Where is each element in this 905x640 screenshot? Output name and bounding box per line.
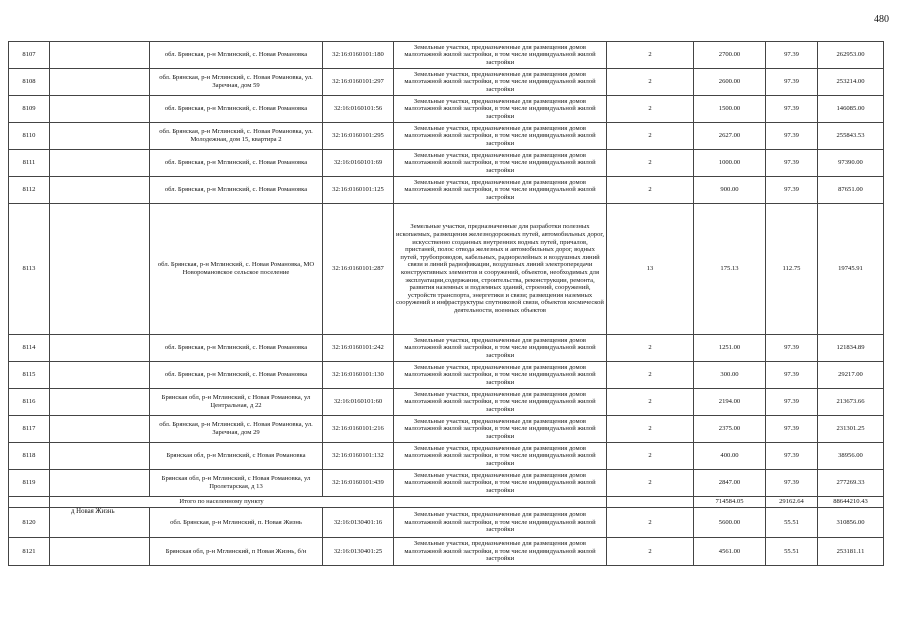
cadastral-number-cell: 32:16:0130401:16 [323,508,394,538]
category-cell: 2 [607,362,694,389]
table-row [9,416,884,443]
cadastral-value-cell: 146085.00 [818,96,884,123]
row-number-cell: 8121 [9,538,50,566]
area-cell: 2194.00 [694,389,766,416]
row-number-cell: 8119 [9,470,50,497]
empty-cell [50,443,150,470]
table-row [9,150,884,177]
rate-cell: 55.51 [766,508,818,538]
cadastral-value-cell: 38956.00 [818,443,884,470]
land-use-cell: Земельные участки, предназначенные для размещения домов малоэтажной жилой застройки, в том числе индивидуальной жилой застройки [394,470,607,497]
address-cell: обл. Брянская, р-н Мглинский, с. Новая Романовка, ул. Молодежная, дом 15, квартира 2 [150,123,323,150]
cadastral-value-cell: 19745.91 [818,204,884,335]
address-cell: обл. Брянская, р-н Мглинский, с. Новая Романовка, ул. Заречная, дом 29 [150,416,323,443]
empty-cell [50,177,150,204]
area-cell: 2700.00 [694,42,766,69]
category-cell: 2 [607,443,694,470]
rate-cell: 55.51 [766,538,818,566]
rate-cell: 97.39 [766,389,818,416]
empty-cell [50,362,150,389]
area-cell: 1500.00 [694,96,766,123]
area-cell: 2627.00 [694,123,766,150]
cadastral-number-cell: 32:16:0160101:242 [323,335,394,362]
area-cell: 300.00 [694,362,766,389]
land-registry-table [8,41,884,566]
total-area-cell: 714584.05 [694,497,766,508]
address-cell: обл. Брянская, р-н Мглинский, п. Новая Жизнь [150,508,323,538]
category-cell: 2 [607,150,694,177]
address-cell: обл. Брянская, р-н Мглинский, с. Новая Романовка, ул. Заречная, дом 59 [150,69,323,96]
address-cell: обл. Брянская, р-н Мглинский, с. Новая Романовка [150,42,323,69]
land-use-cell: Земельные участки, предназначенные для размещения домов малоэтажной жилой застройки, в том числе индивидуальной жилой застройки [394,443,607,470]
rate-cell: 97.39 [766,96,818,123]
cadastral-number-cell: 32:16:0160101:56 [323,96,394,123]
table-row [9,42,884,69]
land-use-cell: Земельные участки, предназначенные для размещения домов малоэтажной жилой застройки, в том числе индивидуальной жилой застройки [394,177,607,204]
land-use-cell: Земельные участки, предназначенные для размещения домов малоэтажной жилой застройки, в том числе индивидуальной жилой застройки [394,335,607,362]
rate-cell: 97.39 [766,362,818,389]
empty-cell [394,497,607,508]
total-row [9,497,884,508]
table-row [9,177,884,204]
row-number-cell: 8109 [9,96,50,123]
land-use-cell: Земельные участки, предназначенные для размещения домов малоэтажной жилой застройки, в том числе индивидуальной жилой застройки [394,69,607,96]
cadastral-number-cell: 32:16:0160101:297 [323,69,394,96]
area-cell: 2375.00 [694,416,766,443]
category-cell: 2 [607,389,694,416]
cadastral-value-cell: 277269.33 [818,470,884,497]
cadastral-number-cell: 32:16:0160101:287 [323,204,394,335]
area-cell: 4561.00 [694,538,766,566]
address-cell: Брянская обл, р-н Мглинский, с Новая Романовка, ул Центральная, д 22 [150,389,323,416]
empty-cell [50,335,150,362]
empty-cell [50,123,150,150]
land-use-cell: Земельные участки, предназначенные для размещения домов малоэтажной жилой застройки, в том числе индивидуальной жилой застройки [394,538,607,566]
area-cell: 1000.00 [694,150,766,177]
cadastral-value-cell: 253214.00 [818,69,884,96]
row-number-cell: 8116 [9,389,50,416]
land-use-cell: Земельные участки, предназначенные для размещения домов малоэтажной жилой застройки, в том числе индивидуальной жилой застройки [394,123,607,150]
address-cell: обл. Брянская, р-н Мглинский, с. Новая Романовка [150,96,323,123]
table-row [9,204,884,335]
category-cell: 2 [607,96,694,123]
category-cell: 2 [607,177,694,204]
land-use-cell: Земельные участки, предназначенные для размещения домов малоэтажной жилой застройки, в том числе индивидуальной жилой застройки [394,416,607,443]
empty-cell [50,470,150,497]
cadastral-number-cell: 32:16:0160101:130 [323,362,394,389]
category-cell: 2 [607,416,694,443]
rate-cell: 97.39 [766,470,818,497]
row-number-cell: 8117 [9,416,50,443]
land-use-cell: Земельные участки, предназначенные для размещения домов малоэтажной жилой застройки, в том числе индивидуальной жилой застройки [394,389,607,416]
settlement-subheader: д Новая Жизнь [71,508,115,515]
table-row [9,96,884,123]
rate-cell: 97.39 [766,416,818,443]
area-cell: 400.00 [694,443,766,470]
category-cell: 2 [607,335,694,362]
rate-cell: 97.39 [766,42,818,69]
row-number-cell: 8120 д Новая Жизнь [9,508,50,538]
empty-cell [50,204,150,335]
empty-cell [50,389,150,416]
cadastral-number-cell: 32:16:0130401:25 [323,538,394,566]
area-cell: 5600.00 [694,508,766,538]
total-rate-cell: 29162.64 [766,497,818,508]
cadastral-value-cell: 253181.11 [818,538,884,566]
cadastral-number-cell: 32:16:0160101:295 [323,123,394,150]
row-number-cell: 8114 [9,335,50,362]
row-number-cell: 8112 [9,177,50,204]
empty-cell [9,497,50,508]
rate-cell: 97.39 [766,335,818,362]
land-use-cell: Земельные участки, предназначенные для размещения домов малоэтажной жилой застройки, в том числе индивидуальной жилой застройки [394,362,607,389]
rate-cell: 112.75 [766,204,818,335]
address-cell: Брянская обл, р-н Мглинский, п Новая Жизнь, б/н [150,538,323,566]
address-cell: Брянская обл, р-н Мглинский, с Новая Романовка [150,443,323,470]
cadastral-value-cell: 262953.00 [818,42,884,69]
land-use-cell: Земельные участки, предназначенные для размещения домов малоэтажной жилой застройки, в том числе индивидуальной жилой застройки [394,508,607,538]
category-cell: 2 [607,508,694,538]
land-use-cell: Земельные участки, предназначенные для размещения домов малоэтажной жилой застройки, в том числе индивидуальной жилой застройки [394,96,607,123]
row-number-cell: 8111 [9,150,50,177]
area-cell: 2600.00 [694,69,766,96]
address-cell: Брянская обл, р-н Мглинский, с Новая Романовка, ул Пролетарская, д 13 [150,470,323,497]
land-use-cell: Земельные участки, предназначенные для размещения домов малоэтажной жилой застройки, в том числе индивидуальной жилой застройки [394,150,607,177]
table-row [9,508,884,538]
cadastral-value-cell: 121834.89 [818,335,884,362]
rate-cell: 97.39 [766,69,818,96]
category-cell: 2 [607,538,694,566]
cadastral-number-cell: 32:16:0160101:180 [323,42,394,69]
category-cell: 2 [607,69,694,96]
cadastral-number-cell: 32:16:0160101:69 [323,150,394,177]
area-cell: 2847.00 [694,470,766,497]
row-number-cell: 8108 [9,69,50,96]
cadastral-value-cell: 29217.00 [818,362,884,389]
cadastral-value-cell: 310856.00 [818,508,884,538]
cadastral-number-cell: 32:16:0160101:132 [323,443,394,470]
table-body [9,42,884,566]
table-row [9,123,884,150]
category-cell: 2 [607,123,694,150]
cadastral-number-cell: 32:16:0160101:60 [323,389,394,416]
area-cell: 900.00 [694,177,766,204]
total-value-cell: 88644210.43 [818,497,884,508]
land-use-cell: Земельные участки, предназначенные для размещения домов малоэтажной жилой застройки, в том числе индивидуальной жилой застройки [394,42,607,69]
cadastral-value-cell: 255843.53 [818,123,884,150]
table-row [9,538,884,566]
rate-cell: 97.39 [766,177,818,204]
row-number-cell: 8118 [9,443,50,470]
empty-cell [50,150,150,177]
address-cell: обл. Брянская, р-н Мглинский, с. Новая Романовка [150,150,323,177]
cadastral-value-cell: 97390.00 [818,150,884,177]
table-row [9,389,884,416]
category-cell: 2 [607,470,694,497]
address-cell: обл. Брянская, р-н Мглинский, с. Новая Романовка [150,362,323,389]
address-cell: обл. Брянская, р-н Мглинский, с. Новая Романовка, МО Новоромановское сельское поселение [150,204,323,335]
row-number-cell: 8107 [9,42,50,69]
category-cell: 2 [607,42,694,69]
address-cell: обл. Брянская, р-н Мглинский, с. Новая Романовка [150,177,323,204]
cadastral-number-cell: 32:16:0160101:125 [323,177,394,204]
table-row [9,335,884,362]
empty-cell [50,69,150,96]
empty-cell [50,96,150,123]
row-number-cell: 8113 [9,204,50,335]
cadastral-value-cell: 213673.66 [818,389,884,416]
rate-cell: 97.39 [766,150,818,177]
rate-cell: 97.39 [766,443,818,470]
cadastral-value-cell: 231301.25 [818,416,884,443]
table-row [9,470,884,497]
page-number: 480 [874,14,889,25]
address-cell: обл. Брянская, р-н Мглинский, с. Новая Романовка [150,335,323,362]
empty-cell [50,42,150,69]
rate-cell: 97.39 [766,123,818,150]
empty-cell [50,416,150,443]
land-use-cell: Земельные участки, предназначенные для разработки полезных ископаемых, размещения железнодорожных путей, автомобильных дорог, искусственно созданных внутренних водных путей, причалов, пристаней, полос отвода железных и автомобильных дорог, водных путей, трубопроводов, кабельных, радиорелейных и воздушных линий связи и линий радиофикации, воздушных линий электропередачи конструктивных элементов и сооружений, объектов, необходимых для эксплуатации,содержания, строительства, реконструкции, ремонта, развития наземных и подземных зданий, строений, сооружений, устройств транспорта, энергетики и связи; размещения наземных сооружений и инфраструктуры спутниковой связи, объектов космической деятельности, военных объектов [394,204,607,335]
empty-cell [607,497,694,508]
area-cell: 175.13 [694,204,766,335]
area-cell: 1251.00 [694,335,766,362]
cadastral-number-cell: 32:16:0160101:439 [323,470,394,497]
table-row [9,443,884,470]
category-cell: 13 [607,204,694,335]
empty-cell [50,538,150,566]
cadastral-number-cell: 32:16:0160101:216 [323,416,394,443]
row-number-cell: 8110 [9,123,50,150]
total-label: Итого по населенному пункту [50,497,394,508]
table-row [9,69,884,96]
table-row [9,362,884,389]
row-number-cell: 8115 [9,362,50,389]
cadastral-value-cell: 87651.00 [818,177,884,204]
